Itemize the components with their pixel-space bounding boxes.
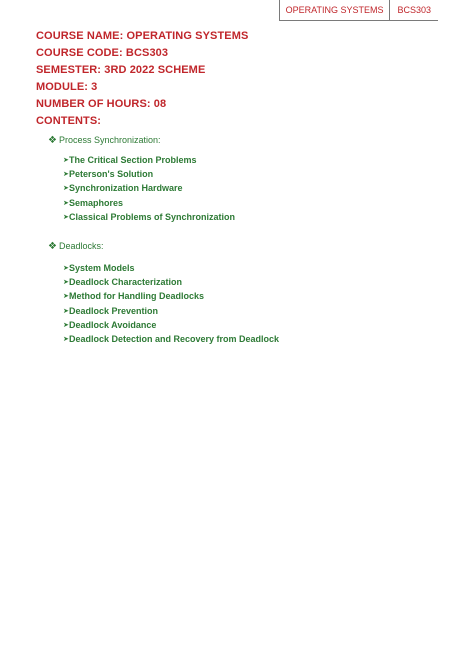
course-code-line: COURSE CODE: BCS303 <box>36 47 169 59</box>
section-title <box>48 239 104 253</box>
diamond-icon: ❖ <box>48 134 57 146</box>
topic-list <box>63 153 235 224</box>
header-course-code: BCS303 <box>389 0 438 20</box>
semester-line: SEMESTER: 3RD 2022 SCHEME <box>36 64 206 76</box>
list-item: ➤ Peterson's Solution <box>63 169 154 180</box>
diamond-icon: ❖ <box>48 240 57 252</box>
list-item: ➤ Classical Problems of Synchronization <box>63 211 236 222</box>
list-item: ➤ System Models <box>63 263 135 274</box>
arrow-bullet-icon: ➤ <box>63 198 69 207</box>
list-item: ➤ Deadlock Prevention <box>63 305 159 316</box>
list-item: ➤ Deadlock Avoidance <box>63 319 157 330</box>
list-item: ➤ The Critical Section Problems <box>63 155 197 166</box>
arrow-bullet-icon: ➤ <box>63 306 69 315</box>
section-deadlocks <box>48 239 280 345</box>
contents-heading: CONTENTS: <box>36 115 102 127</box>
arrow-bullet-icon: ➤ <box>63 184 69 193</box>
list-item: ➤ Method for Handling Deadlocks <box>63 291 205 302</box>
arrow-bullet-icon: ➤ <box>63 278 69 287</box>
header-course-title: OPERATING SYSTEMS <box>285 5 384 15</box>
list-item: ➤ Synchronization Hardware <box>63 183 183 194</box>
arrow-bullet-icon: ➤ <box>63 335 69 344</box>
arrow-bullet-icon: ➤ <box>63 156 69 165</box>
section-title-text: Deadlocks: <box>59 241 104 251</box>
arrow-bullet-icon: ➤ <box>63 264 69 273</box>
arrow-bullet-icon: ➤ <box>63 320 69 329</box>
arrow-bullet-icon: ➤ <box>63 212 69 221</box>
arrow-bullet-icon: ➤ <box>63 170 69 179</box>
list-item: ➤ Deadlock Characterization <box>63 277 183 288</box>
topic-list <box>63 261 279 346</box>
list-item: ➤ Deadlock Detection and Recovery from Deadlock <box>63 334 280 345</box>
list-item: ➤ Semaphores <box>63 197 124 208</box>
course-name-line: COURSE NAME: OPERATING SYSTEMS <box>36 30 249 42</box>
course-meta <box>36 28 248 130</box>
section-title <box>48 133 161 147</box>
section-process-synchronization <box>48 133 236 222</box>
hours-line: NUMBER OF HOURS: 08 <box>36 98 167 110</box>
module-line: MODULE: 3 <box>36 81 98 93</box>
page-header <box>279 0 438 21</box>
arrow-bullet-icon: ➤ <box>63 292 69 301</box>
section-title-text: Process Synchronization: <box>59 135 161 145</box>
